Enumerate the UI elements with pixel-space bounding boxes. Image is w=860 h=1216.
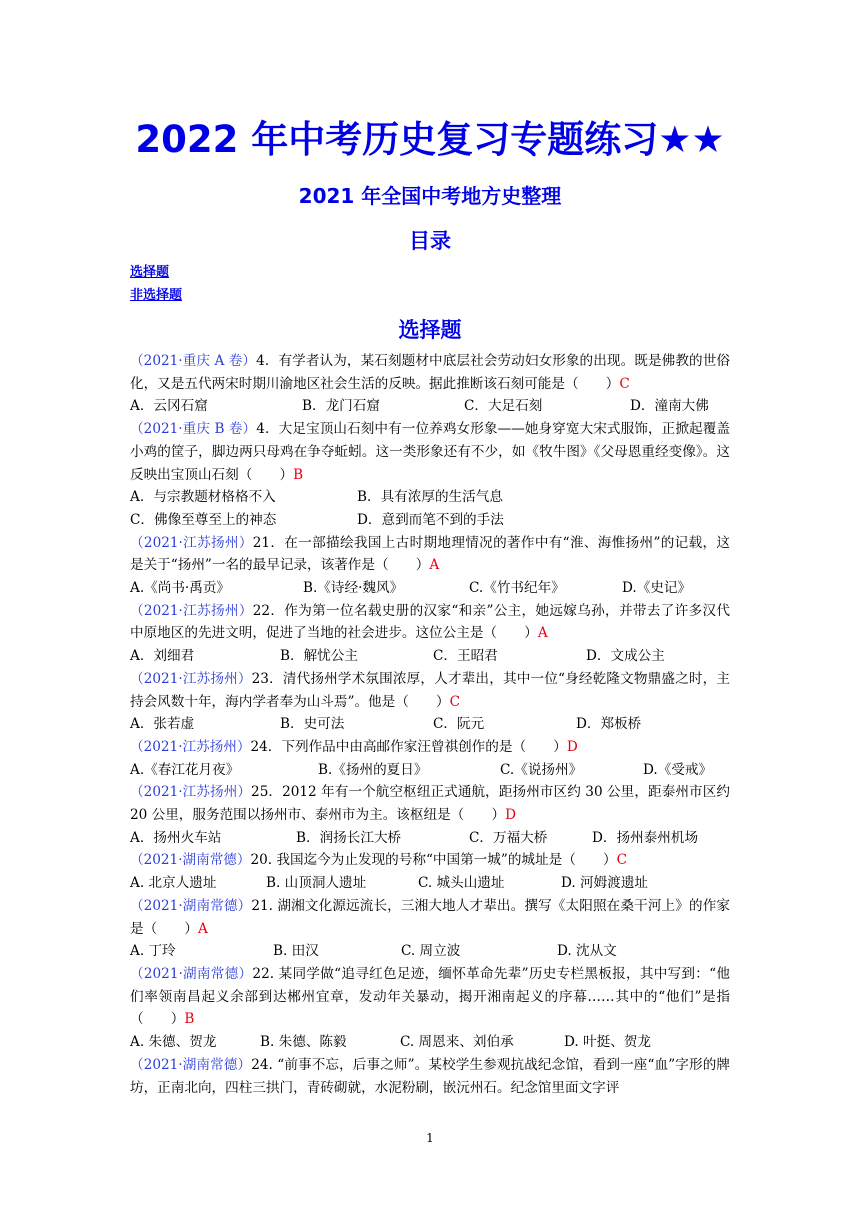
options-row	[130, 645, 730, 668]
option: B.《诗经·魏风》	[303, 580, 404, 597]
question-text: 22. 某同学做“追寻红色足迹，缅怀革命先辈”历史专栏黑板报，其中写到：“他们率领南昌起义余部到达郴州宜章，发动年关暴动，揭开湘南起义的序幕……其中的“他们”是指（ ）	[130, 965, 730, 1028]
option: C．佛像至尊至上的神态	[130, 511, 277, 528]
question-source: （2021·湖南常德）	[130, 1056, 252, 1073]
options-row	[130, 872, 730, 895]
question-stem	[130, 350, 730, 395]
question-text: 24．下列作品中由高邮作家汪曾祺创作的是（ ）	[250, 738, 567, 755]
option: D.《史记》	[622, 580, 692, 597]
option: D.《受戒》	[643, 761, 713, 778]
page-number: 1	[426, 1131, 434, 1145]
option: B．史可法	[280, 716, 345, 733]
question-stem	[130, 781, 730, 826]
question-source: （2021·江苏扬州）	[130, 738, 251, 755]
document-subtitle: 2021 年全国中考地方史整理	[298, 184, 562, 208]
question-stem	[130, 895, 730, 940]
option: A. 丁玲	[130, 943, 176, 960]
question-stem	[130, 532, 730, 577]
option: B.《扬州的夏日》	[318, 761, 428, 778]
option: C.《说扬州》	[500, 761, 583, 778]
question-answer: B	[184, 1011, 195, 1028]
section-heading: 选择题	[398, 318, 462, 342]
question-answer: C	[449, 693, 461, 710]
option: D．文成公主	[586, 648, 665, 665]
option: A．与宗教题材格格不入	[130, 489, 276, 506]
question-text: 20. 我国迄今为止发现的号称“中国第一城”的城址是（ ）	[250, 852, 617, 869]
toc-title: 目录	[409, 229, 451, 253]
option: A. 北京人遗址	[130, 875, 217, 892]
option: C. 周恩来、刘伯承	[400, 1034, 514, 1051]
question-text: 4．有学者认为，某石刻题材中底层社会劳动妇女形象的出现。既是佛教的世俗化，又是五代两宋时期川渝地区社会生活的反映。据此推断该石刻可能是（ ）	[130, 353, 730, 392]
question-answer: D	[566, 738, 578, 755]
options-row	[130, 509, 730, 532]
question-text: 22．作为第一位名载史册的汉家“和亲”公主，她远嫁乌孙，并带去了许多汉代中原地区的先进文明，促进了当地的社会进步。这位公主是（ ）	[130, 602, 730, 642]
option: D．潼南大佛	[630, 398, 709, 415]
question-answer: A	[537, 625, 548, 642]
option: B．龙门石窟	[302, 398, 380, 415]
question-stem	[130, 736, 730, 759]
option: B．润扬长江大桥	[296, 829, 402, 846]
question-answer: D	[505, 807, 516, 824]
options-row	[130, 577, 730, 600]
question-text: 4．大足宝顶山石刻中有一位养鸡女形象——她身穿宽大宋式服饰，正掀起覆盖小鸡的筐子，脚边两只母鸡在争夺蚯蚓。这一类形象还有不少，如《牧牛图》《父母恩重经变像》。这反映出宝顶山石刻（ ）	[130, 421, 730, 483]
option: A.《春江花月夜》	[130, 761, 240, 778]
option: A．云冈石窟	[130, 398, 208, 415]
options-row	[130, 713, 730, 736]
question-answer: C	[619, 375, 630, 392]
question-text: 25．2012 年有一个航空枢纽正式通航，距扬州市区约 30 公里，距泰州市区约 20 公里，服务范围以扬州市、泰州市为主。该枢纽是（ ）	[130, 784, 730, 824]
question-source: （2021·重庆 A 卷）	[130, 353, 257, 369]
question-stem	[130, 1054, 730, 1099]
option: C．大足石刻	[464, 398, 543, 415]
question-stem	[130, 963, 730, 1031]
question-answer: C	[616, 852, 627, 869]
options-row	[130, 940, 730, 963]
option: A.《尚书·禹贡》	[130, 580, 231, 597]
option: B. 山顶洞人遗址	[266, 875, 367, 892]
option: B. 朱德、陈毅	[260, 1034, 347, 1051]
document-title: 2022 年中考历史复习专题练习★★	[135, 118, 725, 161]
toc-link-choice[interactable]: 选择题	[130, 265, 170, 280]
option: A．张若虚	[130, 716, 195, 733]
question-source: （2021·湖南常德）	[130, 965, 253, 982]
question-text: 23．清代扬州学术氛围浓厚，人才辈出，其中一位“身经乾隆文物鼎盛之时，主持会风数十年，海内学者奉为山斗焉”。他是（ ）	[130, 670, 730, 710]
question-stem	[130, 849, 730, 872]
options-row	[130, 759, 730, 782]
option: B．具有浓厚的生活气息	[357, 489, 503, 506]
question-source: （2021·江苏扬州）	[130, 784, 252, 801]
question-source: （2021·重庆 B 卷）	[130, 421, 257, 438]
options-row	[130, 827, 730, 850]
option: D．扬州泰州机场	[592, 829, 699, 846]
question-source: （2021·江苏扬州）	[130, 534, 253, 551]
question-text: 21. 湖湘文化源远流长，三湘大地人才辈出。撰写《太阳照在桑干河上》的作家是（ ）	[130, 897, 731, 937]
question-source: （2021·江苏扬州）	[130, 670, 252, 687]
question-stem	[130, 418, 730, 486]
option: D．郑板桥	[576, 716, 642, 733]
option: D. 河姆渡遗址	[561, 875, 649, 892]
question-text: 24. “前事不忘，后事之师”。某校学生参观抗战纪念馆，看到一座“血”字形的牌坊，正南北向，四柱三拱门，青砖砌就，水泥粉刷，嵌沅州石。纪念馆里面文字评	[130, 1056, 730, 1096]
option: B. 田汉	[273, 943, 319, 960]
option: A. 朱德、贺龙	[130, 1034, 217, 1051]
options-row	[130, 1031, 730, 1054]
options-row	[130, 486, 730, 509]
question-source: （2021·江苏扬州）	[130, 602, 253, 619]
option: C.《竹书纪年》	[469, 580, 565, 597]
option: D．意到而笔不到的手法	[357, 511, 504, 528]
question-list	[130, 350, 730, 1099]
options-row	[130, 395, 730, 418]
option: C. 城头山遗址	[418, 875, 505, 892]
question-stem	[130, 668, 730, 713]
question-answer: A	[197, 920, 208, 937]
question-source: （2021·湖南常德）	[130, 852, 251, 869]
option: C．万福大桥	[469, 829, 548, 846]
question-answer: B	[293, 466, 304, 483]
question-answer: A	[429, 557, 440, 574]
question-text: 21．在一部描绘我国上古时期地理情况的著作中有“淮、海惟扬州”的记载，这是关于“扬州”一名的最早记录，该著作是（ ）	[130, 534, 730, 574]
option: D. 沈从文	[557, 943, 617, 960]
option: A．扬州火车站	[130, 829, 222, 846]
option: B．解忧公主	[280, 648, 358, 665]
option: C．王昭君	[433, 648, 498, 665]
question-stem	[130, 600, 730, 645]
toc-link-non-choice[interactable]: 非选择题	[130, 288, 183, 303]
option: D. 叶挺、贺龙	[564, 1034, 652, 1051]
option: C. 周立波	[401, 943, 461, 960]
option: C．阮元	[433, 716, 485, 733]
question-source: （2021·湖南常德）	[130, 897, 252, 914]
option: A．刘细君	[130, 648, 195, 665]
